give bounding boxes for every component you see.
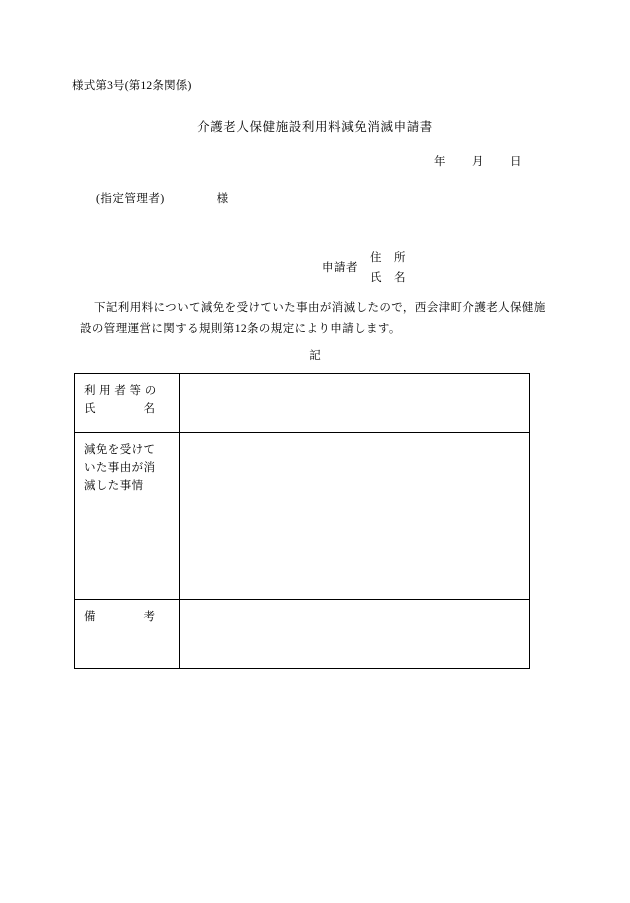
- applicant-address-label: 住 所: [370, 252, 406, 264]
- row-value-note[interactable]: [180, 600, 530, 669]
- addressee-name: (指定管理者): [96, 193, 165, 205]
- row-label-reason-line2: いた事由が消: [84, 462, 156, 474]
- row-label-note: [75, 600, 180, 669]
- row-label-reason: [75, 433, 180, 600]
- row-label-user-name-line1: 利 用 者 等 の: [84, 385, 157, 397]
- date-month-label: 月: [472, 156, 484, 168]
- date-day-label: 日: [510, 156, 522, 168]
- date-line: [434, 153, 522, 169]
- row-label-user-name-line2: 氏 名: [84, 403, 156, 415]
- row-value-reason[interactable]: [180, 433, 530, 600]
- addressee-line: [96, 190, 229, 206]
- body-line-1-text: 下記利用料について減免を受けていた事由が消滅したので，西会津町介護老人保健施: [94, 302, 546, 314]
- addressee-honorific: 様: [216, 193, 229, 205]
- applicant-fields: [370, 248, 406, 288]
- form-number: 様式第3号(第12条関係): [72, 80, 192, 92]
- table-row: [75, 374, 530, 433]
- body-line-2: 設の管理運営に関する規則第12条の規定により申請します。: [80, 323, 401, 335]
- row-value-user-name[interactable]: [180, 374, 530, 433]
- ki-mark: 記: [309, 350, 321, 362]
- table-row: [75, 433, 530, 600]
- applicant-label: 申請者: [322, 262, 358, 274]
- applicant-name-label: 氏 名: [370, 272, 406, 284]
- table-row: [75, 600, 530, 669]
- body-line-1: [72, 298, 554, 319]
- row-label-user-name: [75, 374, 180, 433]
- row-label-reason-line3: 滅した事情: [84, 480, 144, 492]
- application-table: [74, 373, 530, 669]
- date-year-label: 年: [434, 156, 446, 168]
- row-label-note-line1: 備 考: [84, 611, 156, 623]
- page-title: 介護老人保健施設利用料減免消滅申請書: [197, 120, 433, 134]
- row-label-reason-line1: 減免を受けて: [84, 444, 156, 456]
- body-text: [72, 298, 554, 340]
